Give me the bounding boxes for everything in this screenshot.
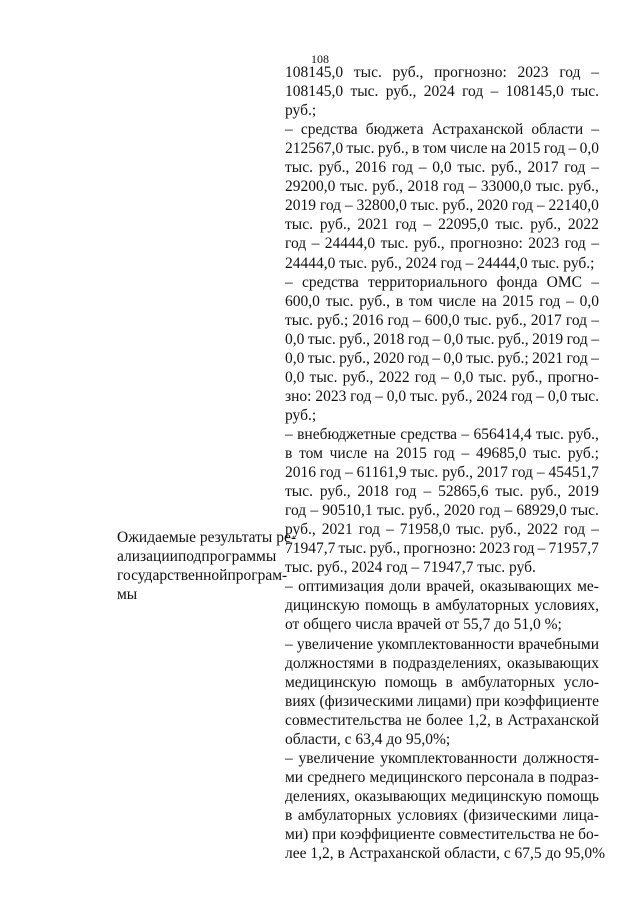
content-line: ми) при коэффициенте совместительства не бо- <box>285 826 599 843</box>
content-line: 0,0 тыс. руб., 2018 год – 0,0 тыс. руб., 2019 год – <box>285 330 599 348</box>
content-line: тыс. руб., 2021 год – 22095,0 тыс. руб., 2022 <box>285 216 599 234</box>
content-line: лее 1,2, в Астраханской области, с 67,5 до 95,0% <box>285 845 606 863</box>
label-line: государственной програм- <box>117 567 288 585</box>
content-line: – увеличение укомплектованности должностя- <box>285 749 599 767</box>
content-line: 29200,0 тыс. руб., 2018 год – 33000,0 тыс. руб., <box>285 178 599 196</box>
content-line: 2019 год – 32800,0 тыс. руб., 2020 год – 22140,0 <box>285 197 599 215</box>
content-line: 600,0 тыс. руб., в том числе на 2015 год – 0,0 <box>285 292 599 310</box>
content-line: дицинскую помощь в амбулаторных условиях, <box>285 597 599 615</box>
content-line: – средства территориального фонда ОМС – <box>285 273 599 291</box>
content-line: руб., 2021 год – 71958,0 тыс. руб., 2022 год – <box>285 521 599 539</box>
content-line: – внебюджетные средства – 656414,4 тыс. руб., <box>285 425 599 443</box>
content-line: тыс. руб., 2016 год – 0,0 тыс. руб., 2017 год – <box>285 159 599 177</box>
content-line: в том числе на 2015 год – 49685,0 тыс. руб.; <box>285 445 599 462</box>
content-line: год – 24444,0 тыс. руб., прогнозно: 2023 год – <box>285 235 599 253</box>
content-line: 108145,0 тыс. руб., 2024 год – 108145,0 тыс. <box>285 83 599 101</box>
content-line: 71947,7 тыс. руб., прогнозно: 2023 год – 71957,7 <box>285 540 599 558</box>
content-line: 24444,0 тыс. руб., 2024 год – 24444,0 тыс. руб.; <box>285 254 595 272</box>
content-line: в амбулаторных условиях (физическими лица- <box>285 806 599 824</box>
content-line: области, с 63,4 до 95,0%; <box>285 730 451 748</box>
content-line: ми среднего медицинского персонала в подраз- <box>285 768 599 786</box>
content-line: – увеличение укомплектованности врачебными <box>285 635 599 653</box>
page-number: 108 <box>311 52 329 66</box>
label-line: ализации подпрограммы <box>117 548 277 566</box>
content-line: 212567,0 тыс. руб., в том числе на 2015 год – 0,0 <box>285 140 599 158</box>
content-line: медицинскую помощь в амбулаторных усло- <box>285 673 599 691</box>
content-line: должностями в подразделениях, оказывающих <box>285 654 599 672</box>
content-line: тыс. руб., 2018 год – 52865,6 тыс. руб., 2019 <box>285 483 599 501</box>
content-line: 2016 год – 61161,9 тыс. руб., 2017 год – 45451,7 <box>285 464 599 482</box>
content-line: тыс. руб., 2024 год – 71947,7 тыс. руб. <box>285 559 536 577</box>
content-line: руб.; <box>285 102 317 120</box>
label-line: мы <box>117 586 138 604</box>
content-line: 0,0 тыс. руб., 2020 год – 0,0 тыс. руб.; 2021 год – <box>285 349 599 367</box>
content-line: виях (физическими лицами) при коэффициенте <box>285 692 599 710</box>
content-line: – средства бюджета Астраханской области – <box>285 121 599 139</box>
content-line: тыс. руб.; 2016 год – 600,0 тыс. руб., 2017 год – <box>285 311 599 329</box>
content-line: совместительства не более 1,2, в Астраханской <box>285 711 599 729</box>
content-line: 108145,0 тыс. руб., прогнозно: 2023 год – <box>285 64 599 81</box>
label-line: Ожидаемые результаты ре- <box>117 529 297 546</box>
content-line: зно: 2023 год – 0,0 тыс. руб., 2024 год – 0,0 тыс. <box>285 387 599 405</box>
content-line: 0,0 тыс. руб., 2022 год – 0,0 тыс. руб., прогно- <box>285 368 599 386</box>
content-line: руб.; <box>285 406 317 424</box>
content-line: делениях, оказывающих медицинскую помощь <box>285 787 599 805</box>
content-line: год – 90510,1 тыс. руб., 2020 год – 68929,0 тыс. <box>285 502 599 520</box>
content-line: от общего числа врачей от 55,7 до 51,0 %; <box>285 616 562 634</box>
content-line: – оптимизация доли врачей, оказывающих ме- <box>285 578 599 596</box>
